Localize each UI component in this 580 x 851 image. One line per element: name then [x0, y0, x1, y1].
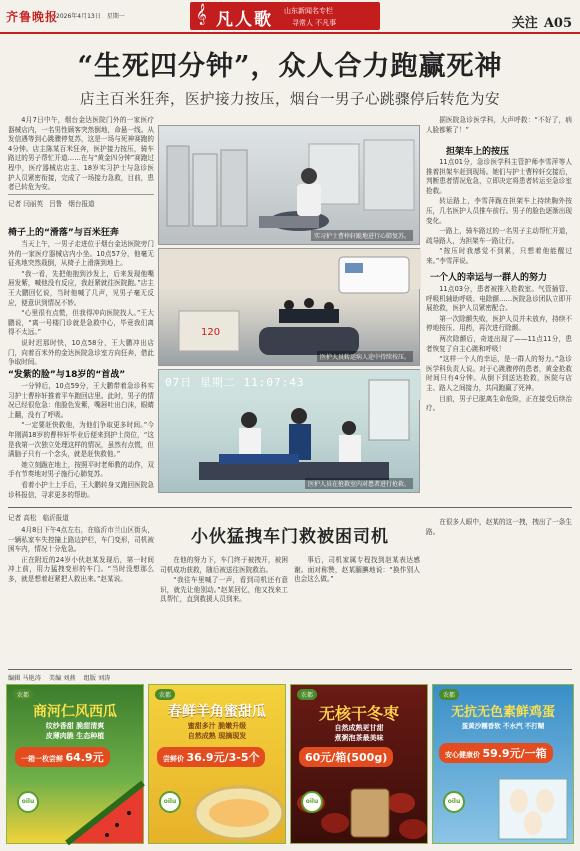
- price-value: 60元/箱(500g): [305, 751, 388, 764]
- price-label: 安心健康价: [445, 751, 480, 759]
- page-edition: [506, 12, 572, 31]
- price-label: 尝鲜价: [163, 755, 184, 763]
- article2-byline: [8, 512, 75, 522]
- page-number: A05: [543, 16, 572, 31]
- price-label: 一箱一枚尝鲜: [21, 755, 63, 763]
- article1-lead: [8, 116, 154, 192]
- price-value: 36.9元/3-5个: [186, 751, 260, 764]
- paragraph: “按压时我感觉不到累，只想着他能醒过来。”李雪萍说。: [426, 247, 572, 265]
- ad-subtitle2: 煮粥泡茶最美味: [334, 734, 384, 742]
- paragraph: 在他的努力下，车门终于被拽开，被困司机成功获救，随后被送往医院救治。: [160, 556, 288, 574]
- photo-transfer-caption: 医护人员转运病人途中持续按压。: [317, 351, 413, 362]
- cctv-timestamp: 07日 星期二 11:07:43: [165, 376, 305, 389]
- paragraph: 事后，司机家属专程找到赵某表达感谢。面对称赞，赵某腼腆地说：“换作别人也会这么做。”: [294, 556, 420, 584]
- price-value: 64.9元: [65, 751, 104, 764]
- paragraph: 目前，男子已脱离生命危险，正在接受后续治疗。: [426, 394, 572, 413]
- section2-body: [8, 382, 154, 502]
- banner-line2: 寻常人 不凡事: [292, 19, 337, 27]
- section1-body: [8, 240, 154, 367]
- column-banner: [190, 2, 380, 30]
- section2-title: “发紫的脸”与18岁的“首战”: [8, 370, 126, 380]
- banner-line1: 山东新闻名专栏: [284, 7, 333, 15]
- ad-watermelon[interactable]: [6, 684, 144, 844]
- article1-subhead: 店主百米狂奔，医护接力按压，烟台一男子心跳骤停后转危为安: [80, 92, 500, 108]
- app-badge: oilu: [301, 791, 323, 813]
- paragraph: “我往车里喊了一声，看到司机还有意识，就先让他别动。”赵某回忆，他又找来工具帮忙，直到救援人员到来。: [160, 576, 288, 604]
- app-badge: oilu: [159, 791, 181, 813]
- ad-subtitle: 纹纱香甜 脆甜清爽: [45, 722, 105, 730]
- issue-date: [56, 11, 131, 20]
- paragraph: “这样一个人的幸运，是一群人的努力。”急诊医学科负责人说。对于心跳骤停的患者，黄金抢救时间只有4分钟。从倒下到送达抢救，医院与店主、路人之间接力，共同跑赢了死神。: [426, 355, 572, 392]
- paragraph: “心里很有点慌，但我得冲向医院找人。”王大鹏说，“离一号楼门诊就是急救中心，毕竟我们离得不太远。”: [8, 309, 154, 337]
- byline-reporter: 记者 高松: [8, 514, 37, 522]
- music-clef-icon: 𝄞: [196, 4, 207, 25]
- photo-rescue-room: [158, 369, 420, 493]
- paragraph: 正在附近的24岁小伙赵某发现后，第一时间冲上前，用力猛拽变形的车门。“当时没想那么多，就是想着赶紧把人救出来。”赵某说。: [8, 555, 154, 583]
- ad-jujube[interactable]: [290, 684, 428, 844]
- editors-credits: [8, 673, 118, 682]
- article2-col1: [8, 526, 154, 666]
- paragraph: 11点01分，急诊医学科主管护师李雪萍等人推着担架车赶到现场。她们与护士曹梓轩交接后，判断患者情况危急，立即决定将患者转运至急诊室抢救。: [426, 158, 572, 195]
- section3-body: [426, 158, 572, 264]
- article2-col3: [294, 556, 420, 666]
- article2-headline: 小伙猛拽车门救被困司机: [191, 527, 389, 547]
- photo-transfer: [158, 248, 420, 366]
- date-text: 2026年4月13日: [56, 13, 101, 20]
- ad-subtitle: 蛋黄沙糯香软 不水汽 不打糊: [461, 722, 545, 730]
- ad-subtitle2: 自然成熟 现摘现发: [187, 732, 247, 740]
- photo-cpr: [158, 125, 420, 245]
- lead-paragraph: 4月7日中午，烟台金达医院门外的一家医疗器械店内，一名男性顾客突然倒地，命悬一线。从发信遇等到心跳骤停复苏，这是一场与死神赛跑的4分钟。店主陈某百米狂奔，医护接力按压，骑车路过的男子帮忙开道……在与“黄金四分钟”赛跑过程中，医疗器械店店主、18岁实习护士与急诊医护人员紧密衔接，完成了一场接力急救，目前，患者已转危为安。: [8, 116, 154, 192]
- layout-credit: 组版 刘涛: [83, 675, 111, 682]
- article1-headline: “生死四分钟”，众人合力跑赢死神: [77, 51, 503, 82]
- ad-price: [439, 743, 553, 763]
- paragraph: 4月8日下午4点左右，在临沂市兰山区街头，一辆私家车失控撞上路边护栏，车门变形，司机被困车内，情况十分危急。: [8, 526, 154, 554]
- ad-price: [15, 747, 110, 767]
- ad-brand: 农都: [155, 689, 175, 700]
- paragraph: 当天上午，一男子走进位于烟台金达医院旁门外的一家医疗器械店内小坐。10点57分，他毫无征兆地突然栽倒，从椅子上滑落到地上。: [8, 240, 154, 268]
- paragraph: 11点03分，患者被推入抢救室。气管插管、呼吸机辅助呼吸、电除颤……医院急诊团队立即开展抢救，医护人员紧密配合。: [426, 285, 572, 313]
- paragraph: 一分钟后，10点59分，王大鹏带着急诊科实习护士曹梓轩推着平车跑回店里。此时，男子的情况已经很危急：他脸色发紫，嘴唇吐出白沫，眼睛上翻，没有了呼吸。: [8, 382, 154, 419]
- eggs-icon: [493, 769, 573, 843]
- paragraph: 在很多人眼中，赵某的这一拽，拽出了一条生路。: [426, 518, 572, 536]
- byline-location: 临沂报道: [42, 514, 69, 522]
- byline-reporter: 记者 闫丽英: [8, 200, 44, 208]
- paragraph: 看着小护士上手后，王大鹏转身又跑回医院急诊科报信，寻求更多的帮助。: [8, 480, 154, 499]
- paragraph: 她立刻跪在地上，按照平时老师教的动作，双手有节奏地对男子施行心肺复苏。: [8, 460, 154, 479]
- newspaper-logo: 齐鲁晚报: [6, 10, 59, 24]
- ad-price: [157, 747, 265, 767]
- article2-col4: [426, 518, 572, 666]
- app-badge: oilu: [443, 791, 465, 813]
- byline-reporter2: 吕鲁: [49, 200, 63, 208]
- svg-text:120: 120: [201, 327, 221, 338]
- paragraph: 一路上，骑车路过的一名男子主动帮忙开道，疏导路人，为担架车一路让行。: [426, 227, 572, 245]
- photo-transfer-illustration: [159, 249, 421, 367]
- app-badge: oilu: [17, 791, 39, 813]
- paragraph: “一定要赶快救他，为他们争取更多时间。”今年刚满18岁的曹梓轩毕业后便来到护士岗位，“这是我第一次独立处理这样的情况，虽然有点慌，但满脑子只有一个念头，就是赶快救他。”: [8, 421, 154, 459]
- article2-col2: [160, 556, 288, 666]
- price-value: 59.9元/一箱: [482, 747, 547, 760]
- section1-title: 椅子上的“滑落”与百米狂奔: [8, 228, 119, 238]
- photo-cpr-caption: 实习护士曹梓轩跪地进行心肺复苏。: [311, 230, 413, 241]
- byline-location: 烟台报道: [68, 200, 95, 208]
- photo-rescue-caption: 医护人员在抢救室内对患者进行抢救。: [305, 478, 413, 489]
- paragraph: 说时迟那时快，10点58分，王大鹏冲出店门，向着百米外的金达医院急诊室方向狂奔，借此争取时间。: [8, 338, 154, 367]
- ad-price: [299, 747, 393, 767]
- paragraph: 第一次除颤失败，医护人员并未放弃，持续不停地按压、用药，再次进行除颤。: [426, 314, 572, 333]
- ad-title: 春鲜羊角蜜甜瓜: [168, 704, 266, 720]
- ad-eggs[interactable]: [432, 684, 574, 844]
- article1-byline: [8, 198, 101, 208]
- column-name: 凡人歌: [216, 10, 273, 30]
- divider: [8, 194, 154, 195]
- ad-melon[interactable]: [148, 684, 286, 844]
- melon-icon: [193, 771, 285, 843]
- footer-divider: [8, 669, 572, 670]
- ad-subtitle2: 皮薄肉脆 生态种植: [45, 732, 105, 740]
- photo-cpr-illustration: [159, 126, 421, 246]
- section4-title: 一个人的幸运与一群人的努力: [430, 273, 548, 283]
- edition-label: 关注: [511, 16, 538, 31]
- right-col-top: [426, 116, 572, 136]
- article-divider: [8, 507, 572, 508]
- section4-body: [426, 285, 572, 499]
- watermelon-icon: [67, 775, 143, 843]
- paragraph: 两次除颤后，奇迹出现了——11点11分，患者恢复了自主心跳和呼吸！: [426, 334, 572, 353]
- section3-title: 担架车上的按压: [446, 147, 510, 157]
- ad-brand: 农都: [297, 689, 317, 700]
- paragraph: “我一看，先把他抱到沙发上，后来发现他嘴唇发紫，喊他没有反应，我赶紧就往医院跑。”店主王大鹏回忆说，当时他喊了几声，见男子毫无反应，便意识到情况不妙。: [8, 269, 154, 307]
- editor-credit: 编辑 马艳涛: [8, 675, 41, 682]
- weekday-text: 星期一: [106, 13, 125, 20]
- ad-brand: 农都: [439, 689, 459, 700]
- ad-subtitle: 自然成熟更甘甜: [334, 724, 384, 732]
- ad-title: 商河仁风西瓜: [33, 704, 117, 720]
- ad-subtitle: 蜜甜多汁 脆嫩升级: [187, 722, 247, 730]
- ad-title: 无核干冬枣: [318, 704, 399, 723]
- ad-brand: 农都: [13, 689, 33, 700]
- paragraph: 据医院急诊医学科，大声呼救：“不好了，病人脸都紫了！”: [426, 116, 572, 134]
- designer-credit: 美编 刘燕: [48, 675, 76, 682]
- paragraph: 转运路上，李雪萍跪在担架车上持续胸外按压，几名医护人员推车前行。男子的脸色逐渐出现变化。: [426, 197, 572, 225]
- ad-title: 无抗无色素鲜鸡蛋: [450, 705, 555, 720]
